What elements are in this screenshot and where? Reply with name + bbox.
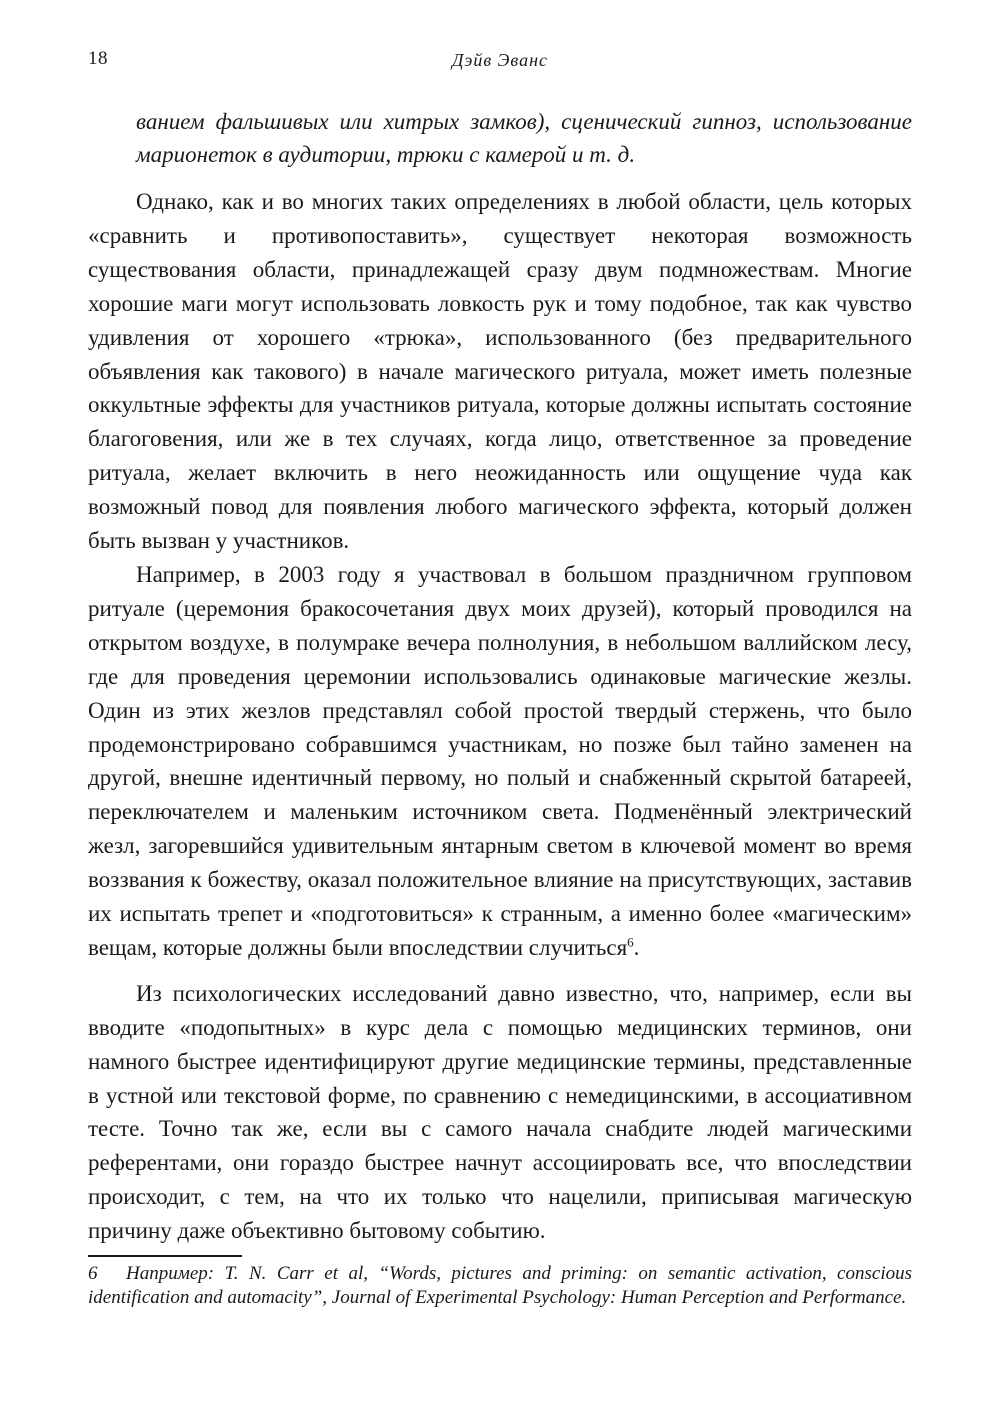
paragraph-3: Из психологических исследований давно известно, что, например, если вы вводите «подопытных» в курс дела с помощью медицинских терминов, они намного быстрее идентифицируют другие медицинские термины, представленные в устной или текстовой форме, по сравнению с немедицинскими, в ассоциативном тесте. Точно так же, если вы с самого начала снабдите людей магическими референтами, они гораздо быстрее начнут ассоциировать все, что впоследствии происходит, с тем, на что их только что нацелили, приписывая магическую причину даже объективно бытовому событию. — [88, 980, 912, 1244]
paragraph-1: Однако, как и во многих таких определениях в любой области, цель которых «сравнить и противопоставить», существует некоторая возможность существования области, принадлежащей сразу двум подмножествам. Многие хорошие маги могут использовать ловкость рук и тому подобное, так как чувство удивления от хорошего «трюка», использованного (без предварительного объявления как такового) в начале магического ритуала, может иметь полезные оккультные эффекты для участников ритуала, которые должны испытать состояние благоговения, или же в тех случаях, когда лицо, ответственное за проведение ритуала, желает включить в него неожиданность или ощущение чуда как возможный повод для появления любого магического эффекта, который должен быть вызван у участников. — [88, 189, 912, 554]
paragraph-2 — [88, 558, 912, 965]
page-number: 18 — [88, 48, 108, 69]
footnote — [88, 1262, 912, 1310]
paragraph-2-end: . — [633, 934, 640, 960]
quote-continuation: ванием фальшивых или хитрых замков), сценический гипноз, использование марионеток в аудитории, трюки с камерой и т. д. — [136, 109, 912, 167]
footnote-text: Например: T. N. Carr et al, “Words, pictures and priming: on semantic activation, conscious identification and automacity”, Journal of Experimental Psychology: Human Perception and Performance. — [88, 1263, 912, 1308]
paragraph-2-text: Например, в 2003 году я участвовал в большом праздничном групповом ритуале (церемония бракосочетания двух моих друзей), который проводился на открытом воздухе, в полумраке вечера полнолуния, в небольшом валлийском лесу, где для проведения церемонии использовались одинаковые магические жезлы. Один из этих жезлов представлял собой простой твердый стержень, что было продемонстрировано собравшимся участникам, но позже был тайно заменен на другой, внешне идентичный первому, но полый и снабженный скрытой батареей, переключателем и маленьким источником света. Подменённый электрический жезл, загоревшийся удивительным янтарным светом в ключевой момент во время воззвания к божеству, оказал положительное влияние на присутствующих, заставив их испытать трепет и «подготовиться» к странным, а именно более «магическим» вещам, которые должны были впоследствии случиться — [88, 561, 912, 960]
running-head: Дэйв Эванс — [451, 50, 549, 70]
body-text — [88, 105, 912, 1248]
footnote-reference[interactable]: 6 — [627, 934, 634, 950]
footnote-divider — [88, 1255, 242, 1257]
footnote-number: 6 — [88, 1263, 98, 1284]
